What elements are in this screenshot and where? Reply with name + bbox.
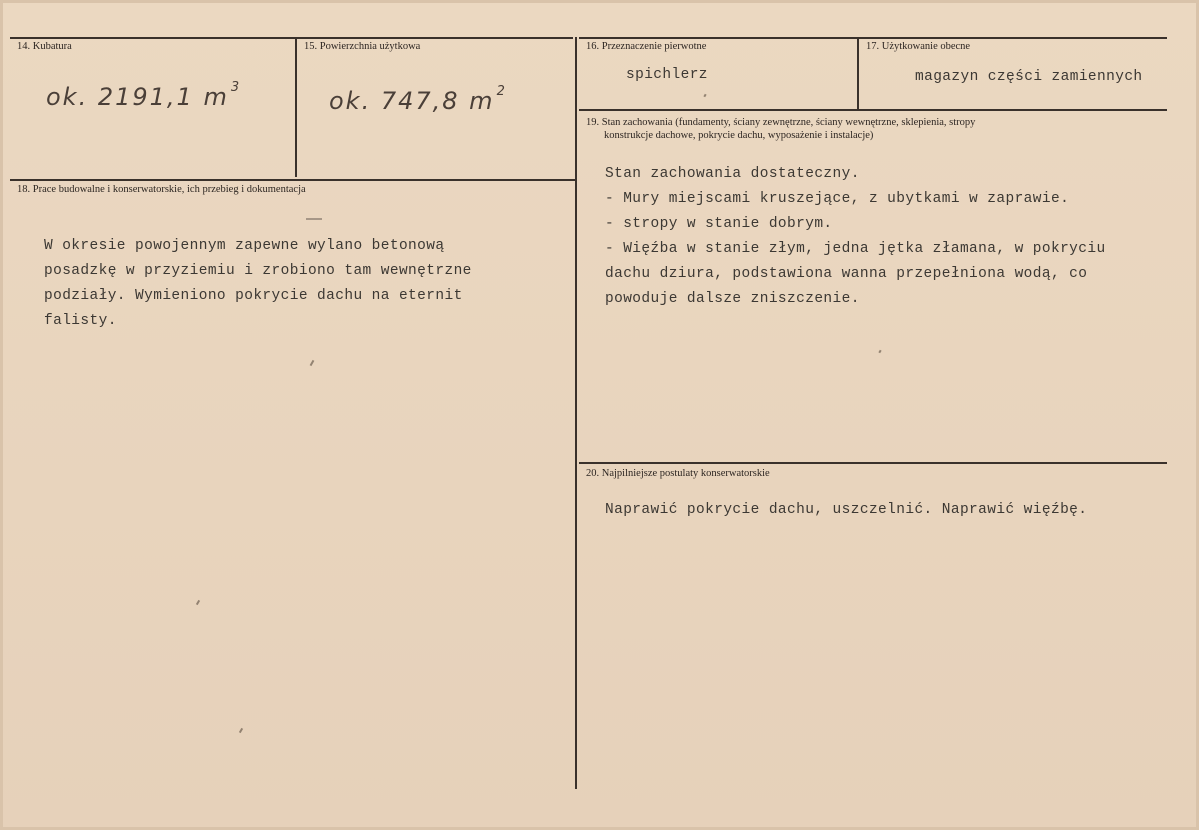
field-18-line-1: W okresie powojennym zapewne wylano betonową <box>44 238 445 254</box>
field-17-value: magazyn części zamiennych <box>915 69 1143 85</box>
field-18-dash-mark <box>306 218 322 220</box>
field-19-line-4: - Więźba w stanie złym, jedna jętka złamana, w pokryciu <box>605 241 1106 257</box>
field-20-label: 20. Najpilniejsze postulaty konserwatorskie <box>586 468 770 479</box>
field-18-label: 18. Prace budowalne i konserwatorskie, ich przebieg i dokumentacja <box>17 184 306 195</box>
center-divider <box>575 37 577 789</box>
field-14-label: 14. Kubatura <box>17 41 72 52</box>
field-18-line-2: posadzkę w przyziemiu i zrobiono tam wewnętrzne <box>44 263 472 279</box>
field-17-label: 17. Użytkowanie obecne <box>866 41 971 52</box>
field-19-line-3: - stropy w stanie dobrym. <box>605 216 833 232</box>
divider-16-17 <box>857 37 859 109</box>
top-rule-right <box>579 37 1167 39</box>
paper-speck <box>310 360 315 366</box>
field-14-number: ok. 2191,1 m <box>46 83 229 111</box>
field-15-number: ok. 747,8 m <box>329 87 495 115</box>
field-19-line-6: powoduje dalsze zniszczenie. <box>605 291 860 307</box>
field-19-label-line-2: konstrukcje dachowe, pokrycie dachu, wyposażenie i instalacje) <box>604 130 874 141</box>
field-14-unit-exponent: 3 <box>230 80 242 95</box>
field-19-line-1: Stan zachowania dostateczny. <box>605 166 860 182</box>
rule-above-20 <box>579 462 1167 464</box>
field-15-value <box>329 84 507 115</box>
rule-above-19 <box>579 109 1167 111</box>
field-18-line-4: falisty. <box>44 313 117 329</box>
field-18-line-3: podziały. Wymieniono pokrycie dachu na eternit <box>44 288 463 304</box>
field-14-value <box>46 80 241 111</box>
field-16-label: 16. Przeznaczenie pierwotne <box>586 41 707 52</box>
field-15-unit-exponent: 2 <box>496 84 507 99</box>
field-16-value: spichlerz <box>626 67 708 83</box>
paper-speck <box>239 728 243 733</box>
field-19-line-2: - Mury miejscami kruszejące, z ubytkami w zaprawie. <box>605 191 1070 207</box>
field-20-value: Naprawić pokrycie dachu, uszczelnić. Naprawić więźbę. <box>605 502 1088 518</box>
paper-speck <box>878 350 881 354</box>
paper-speck <box>196 600 200 605</box>
field-19-line-5: dachu dziura, podstawiona wanna przepełniona wodą, co <box>605 266 1088 282</box>
divider-14-15 <box>295 37 297 177</box>
paper-speck <box>703 94 706 98</box>
top-rule-left <box>10 37 573 39</box>
rule-above-18 <box>10 179 575 181</box>
field-19-label-line-1: 19. Stan zachowania (fundamenty, ściany zewnętrzne, ściany wewnętrzne, sklepienia, stropy <box>586 117 976 128</box>
field-15-label: 15. Powierzchnia użytkowa <box>304 41 421 52</box>
